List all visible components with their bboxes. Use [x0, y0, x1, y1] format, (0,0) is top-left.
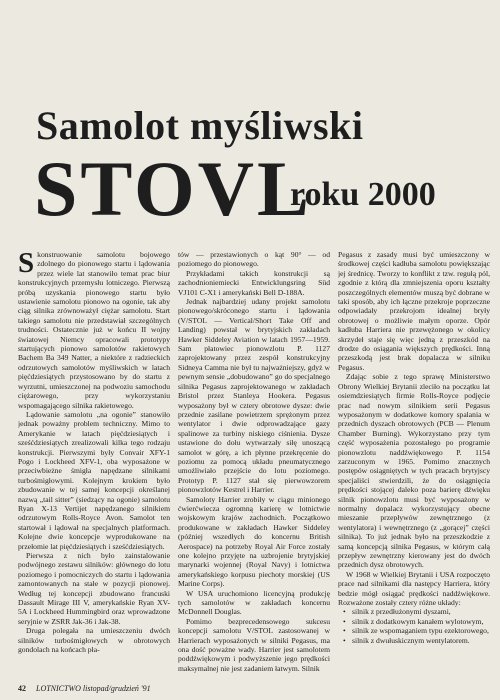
paragraph: Zdając sobie z tego sprawę Ministerstwo Obrony Wielkiej Brytanii zleciło na początku lat osiemdziesiątych firmie Rolls-Royce podjęcie prac nad nowym silnikiem serii Pegasus wyposażonym w dodatkowe komory spalania w przednich dyszach obrotowych (PCB — Plenum Chamber Burning). Wykorzystano przy tym część wyposażenia pozostałego po programie pionowzlotu naddźwiękowego P. 1154 zarzuconym w 1965. Pomimo znacznych postępów osiągniętych w tych pracach brytyjscy specjaliści stwierdzili, że do osiągnięcia prędkości stojącej daleko poza barierę dźwięku silnik pionowzlotu musi być wyposażony w normalny dopalacz wykorzystujący obecne mieszanie przepływów zewnętrznego (z wentylatora) i wewnętrznego (z „gorącej” części silnika). To już jednak było na przeszkodzie z samą koncepcją silnika Pegasus, w którym całą przepływ zewnętrzny kierowany jest do dwóch przednich dysz obrotowych.	[338, 372, 490, 570]
list-item: • silnik z przedłużonymi dyszami,	[352, 607, 490, 616]
paragraph: Pierwsza z nich było zainstalowanie podwójnego zestawu silników: głównego do lotu poziomego i pomocniczych do startu i lądowania zamontowanych na stałe w pozycji pionowej. Według tej koncepcji zbudowano francuski Dassault Mirage III V, amerykańskie Ryan XV-5A i Lockheed Hummingbird oraz wprowadzone seryjnie w ZSRR Jak-36 i Jak-38.	[18, 551, 170, 626]
paragraph: Pomimo bezprecedensowego sukcesu koncepcji samolotu V/STOL zastosowanej w Harrierach wyposażonych w silniki Pegasus, ma ona dość poważne wady. Harrier jest samolotem poddźwiękowym i podwyższenie jego prędkości maksymalnej nie jest zadaniem łatwym. Silnik	[178, 616, 330, 673]
paragraph: Lądowanie samolotu „na ogonie” stanowiło jednak poważny problem techniczny. Mimo to Amerykanie w latach pięćdziesiątych i sześćdziesiątych zrealizowali kilka tego rodzaju konstrukcji. Pierwszymi były Convair XFY-1 Pogo i Lockheed XFV-1, oba wyposażone w przeciwbieżne śmigła napędzane silnikami turbośmigłowymi. Kolejnym krokiem było zbudowanie w tej samej koncepcji określanej nazwą „tail sitter” (siedzący na ogonie) samolotu Ryan X-13 Vertijet napędzanego silnikiem odrzutowym Rolls-Royce Avon. Samolot ten startował i lądował na specjalnych platformach. Kolejne dwie koncepcje wyprodukowane na przełomie lat pięćdziesiątych i sześćdziesiątych.	[18, 409, 170, 551]
paragraph: W USA uruchomiono licencyjną produkcję tych samolotów w zakładach koncernu McDonnell Douglas.	[178, 588, 330, 617]
page-number: 42	[18, 684, 26, 693]
paragraph: Pegasus z zasady musi być umieszczony w środkowej części kadłuba samolotu powiększając jej średnicę. Tworzy to konflikt z tzw. regułą pól, zgodnie z którą dla zmniejszenia oporu kształty poszczególnych elementów muszą być dobrane w taki sposób, aby ich łączne przekroje poprzeczne odpowiadały przekrojom idealnej bryły obrotowej o możliwie małym oporze. Opór kadłuba Harriera nie przewężonego w okolicy skrzydeł staje się więc jedną z przeszkód na drodze do osiągania większych prędkości. Inną przeszkodą jest brak dopalacza w silniku Pegasus.	[338, 250, 490, 372]
headline-year: roku 2000	[290, 176, 436, 213]
paragraph: Jednak najbardziej udany projekt samolotu pionowego/skróconego startu i lądowania (V/STOL — Vertical/Short Take Off and Landing) powstał w brytyjskich zakładach Hawker Siddeley Aviation w latach 1957—1959. Sam płatowiec pionowzlotu P. 1127 zaprojektowany przez zespół konstrukcyjny Sidneya Camma nie był tu najważniejszy, gdyż w pewnym sensie „dobudowano” go do specjalnego silnika Pegasus zaprojektowanego w zakładach Bristol przez Stanleya Hookera. Pegasus wyposażony był w cztery obrotowe dysze: dwie przednie zasilane powietrzem sprężonym przez wentylator i dwie odprowadzające gazy spalinowe za turbiny niskiego ciśnienia. Dysze ustawione do dołu wytwarzały siłę unoszącą samolot w górę, a ich płynne przekręcenie do poziomu za pomocą układu pneumatycznego umożliwiało przejście do lotu poziomego. Prototyp P. 1127 stał się pierwowzorem pionowzlotów Kestrel i Harrier.	[178, 297, 330, 495]
paragraph: Samoloty Harrier zrobiły w ciągu minionego ćwierćwiecza ogromną karierę w lotnictwie wojskowym krajów zachodnich. Początkowo produkowane w zakładach Hawker Siddeley (później wszedłych do koncernu British Aerospace) na potrzeby Royal Air Force zostały one kolejno przyjęte na uzbrojenie brytyjskiej marynarki wojennej (Royal Navy) i lotnictwa amerykańskiego korpusu piechoty morskiej (US Marine Corps).	[178, 494, 330, 589]
list-item: • silnik z dwułuskicznym wentylatorem.	[352, 636, 490, 645]
column-2	[178, 250, 330, 682]
column-3	[338, 250, 490, 682]
drop-cap: S	[18, 250, 35, 279]
list-item: • silnik z dodatkowym kanałem wylotowym,	[352, 617, 490, 626]
column-1	[18, 250, 170, 682]
page-footer	[18, 684, 490, 693]
list-item: • silnik ze wspomaganiem typu ezektorowego,	[352, 626, 490, 635]
paragraph: Druga polegała na umieszczeniu dwóch silników turbośmigłowych w obrotowych gondolach na końcach pła-	[18, 626, 170, 655]
article-body	[18, 250, 490, 682]
paragraph: W 1968 w Wielkiej Brytanii i USA rozpoczęto prace nad silnikami dla następcy Harriera, który bedzie mógł osiągać prędkości naddźwiękowe. Rozważone zostały cztery różne układy:	[338, 569, 490, 608]
paragraph: tów — przestawionych o kąt 90° — od poziomego do pionowego.	[178, 250, 330, 269]
headline-line-1: Samolot myśliwski	[36, 103, 364, 148]
magazine-issue: LOTNICTWO listopad/grudzień '91	[36, 684, 151, 693]
engine-layout-list	[338, 607, 490, 645]
paragraph: Przykładami takich konstrukcji są zachodnioniemiecki Entwicklungsring Süd VJ101 C-X1 i amerykański Bell D-188A.	[178, 268, 330, 297]
headline-stovl: STOVL	[34, 145, 313, 232]
paragraph: konstruowanie samolotu bojowego zdolnego do pionowego startu i lądowania przez wiele lat stanowiło temat prac biur konstrukcyjnych przemysłu lotniczego. Pierwszą próbą uzyskania pionowego startu było ustawienie samolotu pionowo na ogonie, tak aby ciąg silnika zrównoważył ciężar samolotu. Start takiego samolotu nie przedstawiał szczególnych trudności. Ostatecznie już w końcu II wojny światowej Niemcy opracowali prototypy startujących pionowo samolotów rakietowych Bachem Ba 349 Natter, a niektóre z radzieckich odrzutowych samolotów myśliwskich w latach pięćdziesiątych przystosowano by do startu z wyrzutni, umieszczonej na podwoziu samochodu ciężarowego, przy wykorzystaniu wspomagającego silnika rakietowego.	[18, 250, 170, 410]
